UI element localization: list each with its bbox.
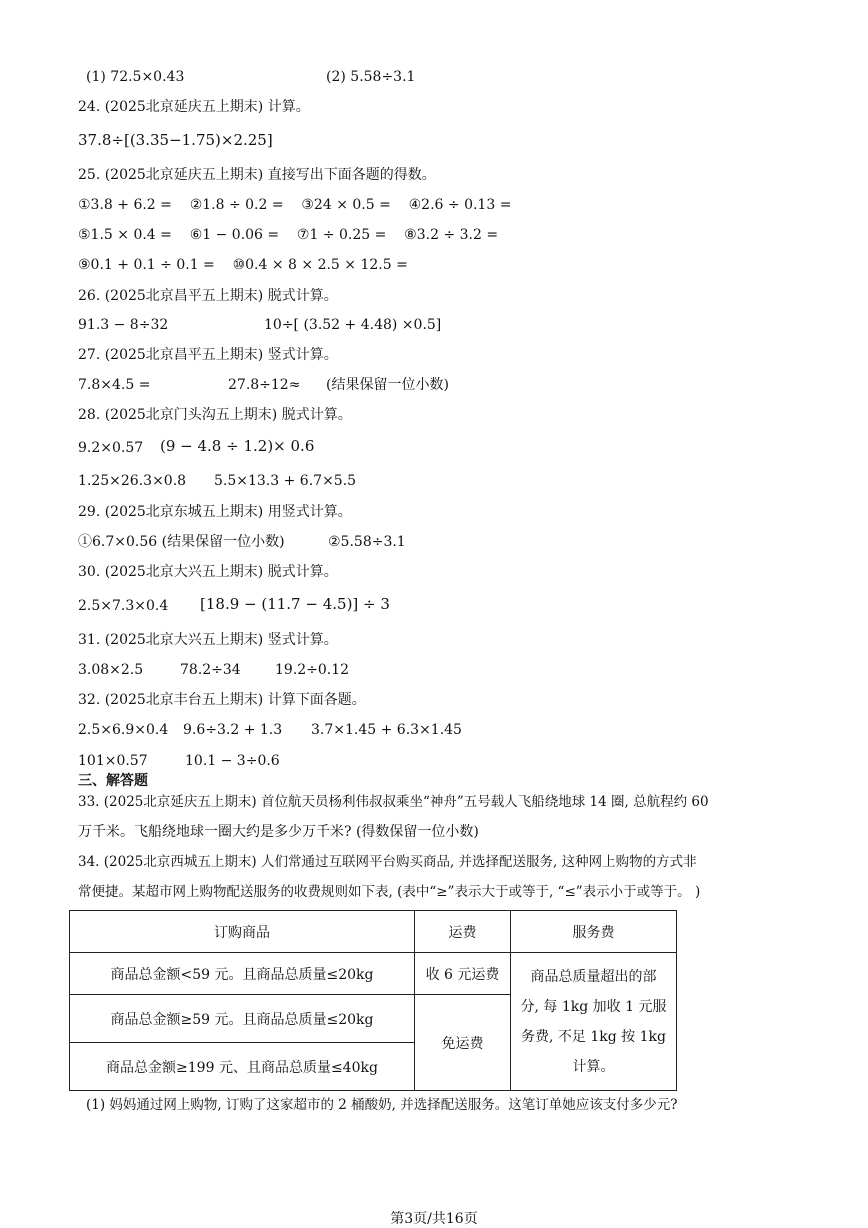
service-fee-rule [511,953,677,1091]
question-32-expr-a: 2.5×6.9×0.4 [78,722,169,738]
question-30-expr-a: 2.5×7.3×0.4 [78,598,169,614]
question-34-sub-1: (1) 妈妈通过网上购物, 订购了这家超市的 2 桶酸奶, 并选择配送服务。这笔订单她应该支付多少元? [86,1097,678,1113]
page-footer: 第3页/共16页 [390,1211,478,1227]
problem-1-right: (2) 5.58÷3.1 [326,69,416,85]
question-27-expr-b: 27.8÷12≈ [228,377,301,393]
problem-1-left: (1) 72.5×0.43 [86,69,185,85]
question-28: 28. (2025北京门头沟五上期末) 脱式计算。 [78,407,352,423]
header-service-fee: 服务费 [511,911,677,953]
question-31-expr-a: 3.08×2.5 [78,662,144,678]
question-24-expression: 37.8÷[(3.35−1.75)×2.25] [78,131,273,149]
question-24: 24. (2025北京延庆五上期末) 计算。 [78,99,310,115]
question-31-expr-b: 78.2÷34 [180,662,241,678]
question-28-expr-a: 9.2×0.57 [78,440,144,456]
rule-row-1-condition: 商品总金额<59 元。且商品总质量≤20kg [70,953,415,995]
question-34-line-2: 常便捷。某超市网上购物配送服务的收费规则如下表, (表中“≥”表示大于或等于, “≤”表示小于或等于。 ) [78,884,701,900]
question-31-expr-c: 19.2÷0.12 [275,662,350,678]
question-32-expr-e: 10.1 − 3÷0.6 [185,753,280,769]
rule-free-shipping: 免运费 [415,995,511,1091]
question-25-row-1: ①3.8 + 6.2 = ②1.8 ÷ 0.2 = ③24 × 0.5 = ④2.6 ÷ 0.13 = [78,197,512,213]
question-28-expr-c: 1.25×26.3×0.8 [78,473,187,489]
rule-row-1-shipping: 收 6 元运费 [415,953,511,995]
question-29: 29. (2025北京东城五上期末) 用竖式计算。 [78,504,352,520]
service-fee-line-1: 商品总质量超出的部 [530,968,657,985]
section-heading-answer: 三、解答题 [78,773,148,789]
question-26: 26. (2025北京昌平五上期末) 脱式计算。 [78,288,338,304]
delivery-fee-table [69,910,677,1091]
question-33-line-1: 33. (2025北京延庆五上期末) 首位航天员杨利伟叔叔乘坐“神舟”五号载人飞船绕地球 14 圈, 总航程约 60 [78,794,709,810]
question-32: 32. (2025北京丰台五上期末) 计算下面各题。 [78,692,366,708]
question-32-expr-b: 9.6÷3.2 + 1.3 [183,722,283,738]
question-28-expr-b: (9 − 4.8 ÷ 1.2)× 0.6 [160,437,315,455]
question-25: 25. (2025北京延庆五上期末) 直接写出下面各题的得数。 [78,167,436,183]
question-28-expr-d: 5.5×13.3 + 6.7×5.5 [214,473,357,489]
question-30-expr-b: [18.9 − (11.7 − 4.5)] ÷ 3 [200,595,390,613]
question-25-row-3: ⑨0.1 + 0.1 ÷ 0.1 = ⑩0.4 × 8 × 2.5 × 12.5 = [78,257,408,273]
question-30: 30. (2025北京大兴五上期末) 脱式计算。 [78,564,338,580]
question-27-note: (结果保留一位小数) [326,377,449,393]
question-32-expr-c: 3.7×1.45 + 6.3×1.45 [311,722,462,738]
question-29-expr-b: ②5.58÷3.1 [328,534,406,550]
question-26-expr-b: 10÷[ (3.52 + 4.48) ×0.5] [264,317,442,333]
service-fee-line-2: 分, 每 1kg 加收 1 元服 [520,998,667,1015]
question-26-expr-a: 91.3 − 8÷32 [78,317,169,333]
service-fee-line-3: 务费, 不足 1kg 按 1kg [521,1028,666,1045]
question-31: 31. (2025北京大兴五上期末) 竖式计算。 [78,632,338,648]
question-25-row-2: ⑤1.5 × 0.4 = ⑥1 − 0.06 = ⑦1 ÷ 0.25 = ⑧3.2 ÷ 3.2 = [78,227,499,243]
question-29-expr-a: ①6.7×0.56 (结果保留一位小数) [78,534,285,550]
header-order-goods: 订购商品 [70,911,415,953]
question-34-line-1: 34. (2025北京西城五上期末) 人们常通过互联网平台购买商品, 并选择配送服务, 这种网上购物的方式非 [78,854,697,870]
rule-row-3-condition: 商品总金额≥199 元、且商品总质量≤40kg [70,1043,415,1091]
question-32-expr-d: 101×0.57 [78,753,148,769]
service-fee-line-4: 计算。 [572,1058,615,1075]
question-27-expr-a: 7.8×4.5 = [78,377,151,393]
question-33-line-2: 万千米。飞船绕地球一圈大约是多少万千米? (得数保留一位小数) [78,824,479,840]
question-27: 27. (2025北京昌平五上期末) 竖式计算。 [78,347,338,363]
header-shipping: 运费 [415,911,511,953]
rule-row-2-condition: 商品总金额≥59 元。且商品总质量≤20kg [70,995,415,1043]
